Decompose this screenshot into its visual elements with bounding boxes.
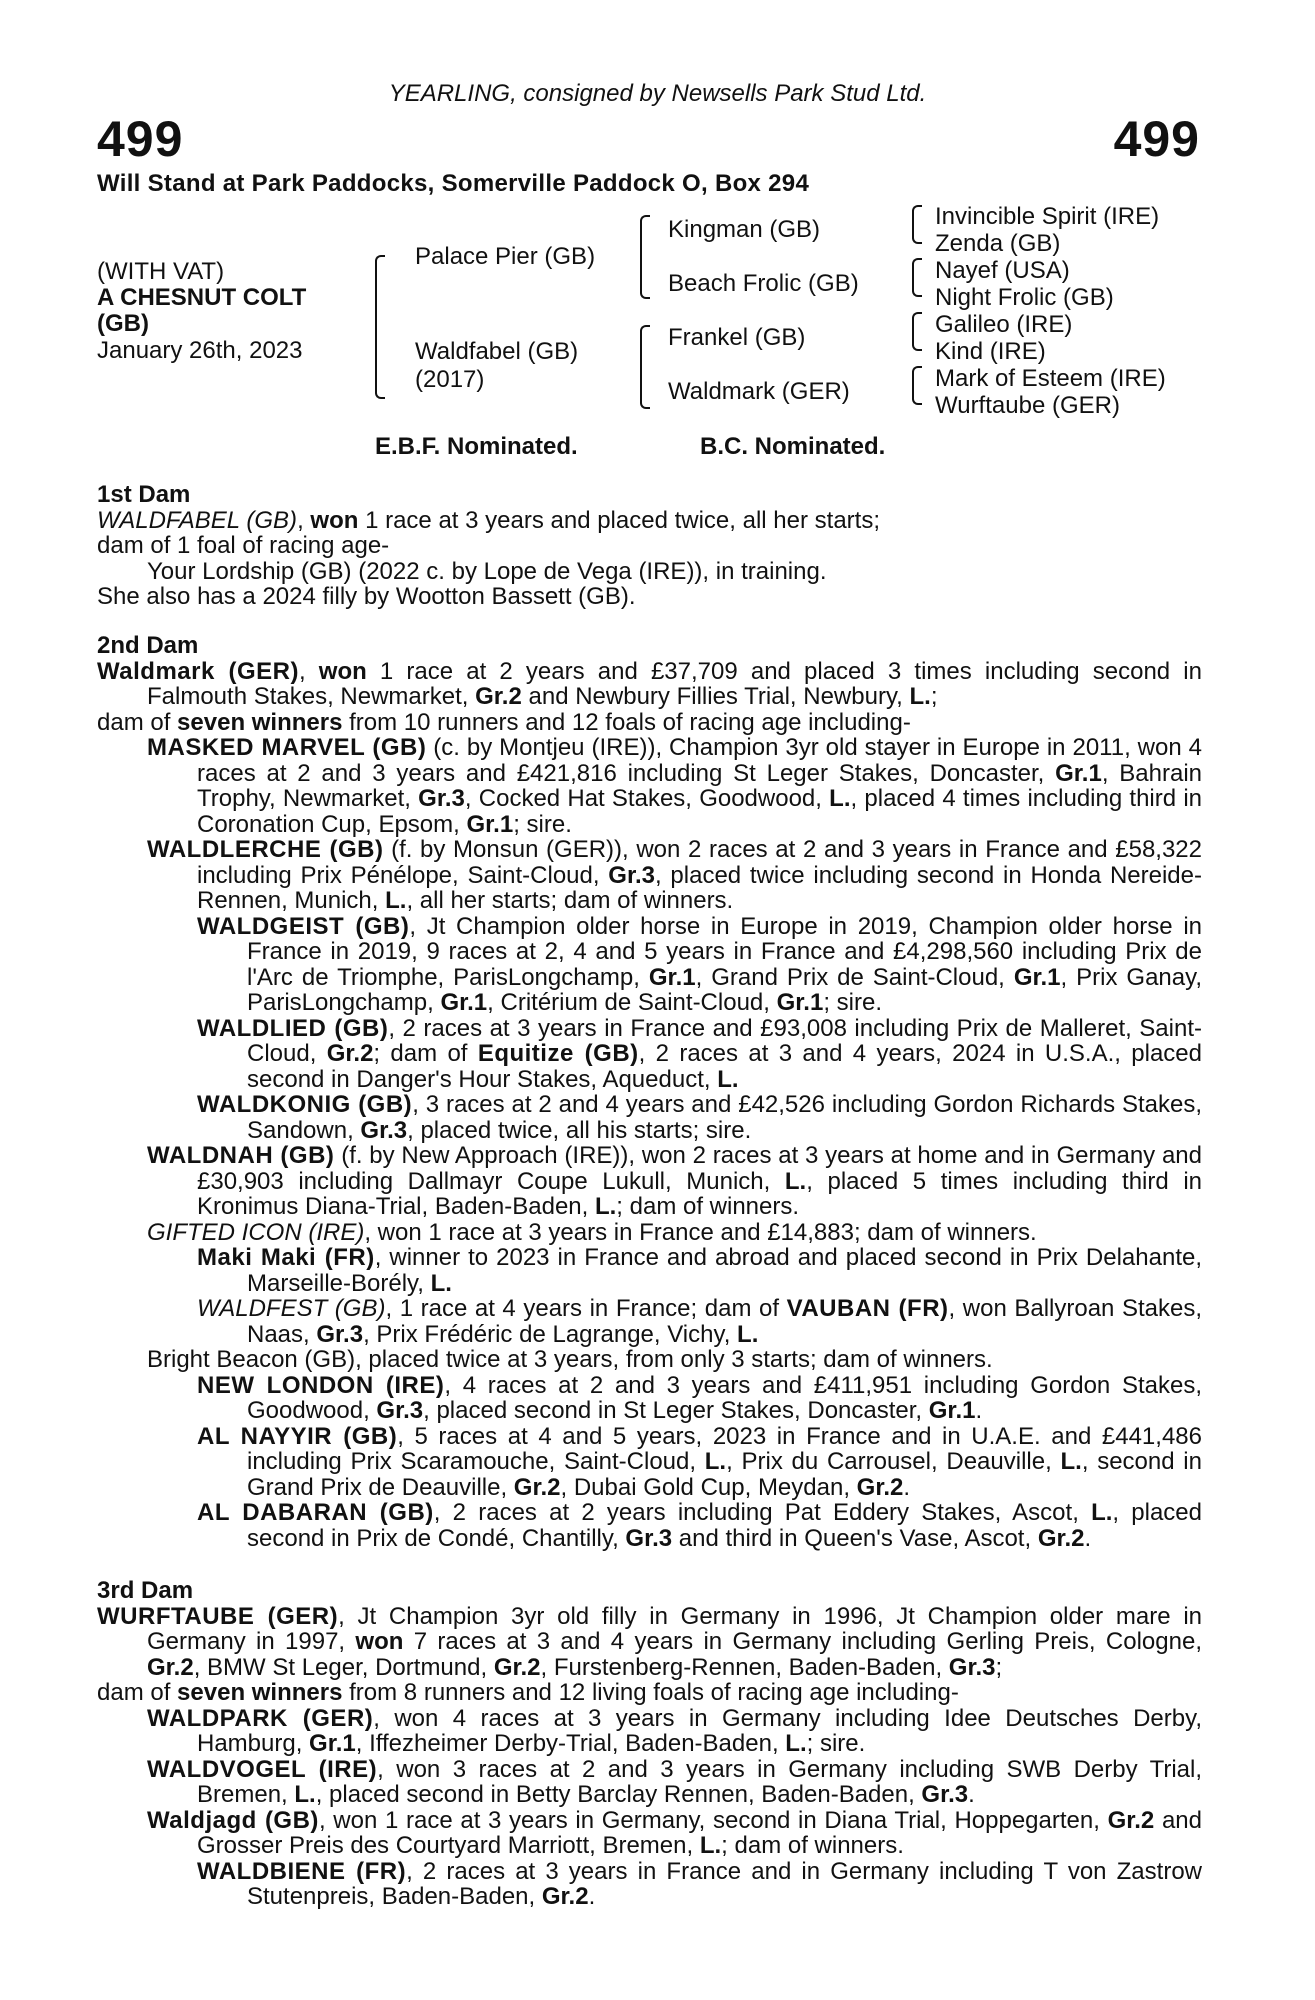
bracket-dd <box>912 366 922 405</box>
stand-location: Will Stand at Park Paddocks, Somerville Paddock O, Box 294 <box>97 170 810 197</box>
sale-line: YEARLING, consigned by Newsells Park Stud Ltd. <box>388 80 927 107</box>
third-dam-produce: dam of seven winners from 8 runners and 12 living foals of racing age including- <box>97 1679 959 1706</box>
sire: Palace Pier (GB) <box>415 243 596 270</box>
third-dam-heading: 3rd Dam <box>97 1577 194 1604</box>
progeny-maki-maki: Maki Maki (FR), winner to 2023 in France and abroad and placed second in Prix Delahante, Marseille-Borély, L. <box>197 1244 1203 1297</box>
progeny-new-london: NEW LONDON (IRE), 4 races at 2 and 3 years and £411,951 including Gordon Stakes, Goodwood, Gr.3, placed second in St Leger Stakes, Doncaster, Gr.1. <box>197 1371 1202 1424</box>
third-dam-section <box>97 1578 1202 1910</box>
dam: Waldfabel (GB) <box>415 338 579 365</box>
bc-nominated: B.C. Nominated. <box>700 433 886 460</box>
second-dam-produce: dam of seven winners from 10 runners and 12 foals of racing age including- <box>97 708 911 736</box>
won-label: won <box>310 506 359 534</box>
ss-dam: Zenda (GB) <box>935 230 1061 257</box>
third-dam-record: WURFTAUBE (GER), Jt Champion 3yr old filly in Germany in 1996, Jt Champion older mare in Germany in 1997, won 7 races at 3 and 4 years in Germany including Gerling Preis, Cologne, Gr.2, BMW St Leger, Dortmund, Gr.2, Furstenberg-Rennen, Baden-Baden, Gr.3; <box>97 1602 1202 1681</box>
bracket-sd <box>912 258 922 297</box>
progeny-waldkonig: WALDKONIG (GB), 3 races at 2 and 4 years and £42,526 including Gordon Richards Stakes, Sandown, Gr.3, placed twice, all his starts; sire. <box>197 1091 1202 1144</box>
sd-dam: Night Frolic (GB) <box>935 284 1114 311</box>
horse-name: A CHESNUT COLT <box>97 284 307 311</box>
dam-dam: Waldmark (GER) <box>668 378 850 405</box>
first-dam-line: WALDFABEL (GB), won 1 race at 3 years and placed twice, all her starts; <box>97 506 880 534</box>
dam-sire: Frankel (GB) <box>668 324 806 351</box>
second-dam-section <box>97 633 1202 1551</box>
dam-year: (2017) <box>415 366 485 393</box>
progeny-waldjagd: Waldjagd (GB), won 1 race at 3 years in Germany, second in Diana Trial, Hoppegarten, Gr.2 and Grosser Preis des Courtyard Marriott, Bremen, L.; dam of winners. <box>147 1806 1202 1859</box>
bracket-ss <box>912 205 922 244</box>
first-dam-produce: dam of 1 foal of racing age- <box>97 532 390 559</box>
first-dam-also: She also has a 2024 filly by Wootton Bassett (GB). <box>97 583 636 610</box>
sd-sire: Nayef (USA) <box>935 257 1070 284</box>
dd-dam: Wurftaube (GER) <box>935 392 1120 419</box>
date-of-birth: January 26th, 2023 <box>97 337 303 364</box>
progeny-waldvogel: WALDVOGEL (IRE), won 3 races at 2 and 3 years in Germany including SWB Derby Trial, Bremen, L., placed second in Betty Barclay Rennen, Baden-Baden, Gr.3. <box>147 1755 1203 1808</box>
second-dam-record: Waldmark (GER), won 1 race at 2 years and £37,709 and placed 3 times including second in Falmouth Stakes, Newmarket, Gr.2 and Newbury Fillies Trial, Newbury, L.; <box>97 657 1202 710</box>
lot-number-left: 499 <box>97 111 184 167</box>
progeny-waldfest: WALDFEST (GB), 1 race at 4 years in France; dam of VAUBAN (FR), won Ballyroan Stakes, Naas, Gr.3, Prix Frédéric de Lagrange, Vichy, L. <box>197 1295 1203 1348</box>
progeny-gifted-icon: GIFTED ICON (IRE), won 1 race at 3 years in France and £14,883; dam of winners. <box>147 1218 1037 1246</box>
ss-sire: Invincible Spirit (IRE) <box>935 203 1160 230</box>
bracket-dam <box>640 325 650 409</box>
bracket-sire <box>640 215 650 299</box>
first-dam-foal: Your Lordship (GB) (2022 c. by Lope de Vega (IRE)), in training. <box>147 557 827 585</box>
first-dam-name: WALDFABEL (GB) <box>97 506 298 534</box>
lot-number-right: 499 <box>1113 111 1200 167</box>
progeny-al-dabaran: AL DABARAN (GB), 2 races at 2 years including Pat Eddery Stakes, Ascot, L., placed second in Prix de Condé, Chantilly, Gr.3 and third in Queen's Vase, Ascot, Gr.2. <box>197 1499 1203 1552</box>
second-dam-name: Waldmark (GER) <box>97 657 299 685</box>
first-dam-section <box>97 482 1202 610</box>
progeny-waldbiene: WALDBIENE (FR), 2 races at 3 years in France and in Germany including T von Zastrow Stutenpreis, Baden-Baden, Gr.2. <box>197 1857 1202 1910</box>
progeny-al-nayyir: AL NAYYIR (GB), 5 races at 4 and 5 years, 2023 in France and in U.A.E. and £441,486 including Prix Scaramouche, Saint-Cloud, L., Prix du Carrousel, Deauville, L., second in Grand Prix de Deauville, Gr.2, Dubai Gold Cup, Meydan, Gr.2. <box>197 1422 1202 1501</box>
progeny-waldnah: WALDNAH (GB) (f. by New Approach (IRE)), won 2 races at 3 years at home and in Germany and £30,903 including Dallmayr Coupe Lukull, Munich, L., placed 5 times including third in Kronimus Diana-Trial, Baden-Baden, L.; dam of winners. <box>147 1142 1203 1220</box>
progeny-waldgeist: WALDGEIST (GB), Jt Champion older horse in Europe in 2019, Champion older horse in France in 2019, 9 races at 2, 4 and 5 years in France and £4,298,560 including Prix de l'Arc de Triomphe, ParisLongchamp, Gr.1, Grand Prix de Saint-Cloud, Gr.1, Prix Ganay, ParisLongchamp, Gr.1, Critérium de Saint-Cloud, Gr.1; sire. <box>197 912 1203 1016</box>
progeny-waldpark: WALDPARK (GER), won 4 races at 3 years in Germany including Idee Deutsches Derby, Hamburg, Gr.1, Iffezheimer Derby-Trial, Baden-Baden, L.; sire. <box>147 1704 1202 1757</box>
vat-note: (WITH VAT) <box>97 258 225 285</box>
sire-sire: Kingman (GB) <box>668 216 821 243</box>
bracket-parents <box>375 255 385 399</box>
progeny-masked-marvel: MASKED MARVEL (GB) (c. by Montjeu (IRE)), Champion 3yr old stayer in Europe in 2011, won 4 races at 2 and 3 years and £421,816 including St Leger Stakes, Doncaster, Gr.1, Bahrain Trophy, Newmarket, Gr.3, Cocked Hat Stakes, Goodwood, L., placed 4 times including third in Coronation Cup, Epsom, Gr.1; sire. <box>147 734 1203 838</box>
first-dam-record: 1 race at 3 years and placed twice, all her starts; <box>358 506 880 534</box>
ds-sire: Galileo (IRE) <box>935 311 1073 338</box>
horse-name-country: (GB) <box>97 310 149 337</box>
won-label: won <box>318 657 367 685</box>
progeny-waldlerche: WALDLERCHE (GB) (f. by Monsun (GER)), won 2 races at 2 and 3 years in France and £58,322 including Prix Pénélope, Saint-Cloud, Gr.3, placed twice including second in Honda Nereide-Rennen, Munich, L., all her starts; dam of winners. <box>147 836 1202 914</box>
progeny-waldlied: WALDLIED (GB), 2 races at 3 years in France and £93,008 including Prix de Malleret, Saint-Cloud, Gr.2; dam of Equitize (GB), 2 races at 3 and 4 years, 2024 in U.S.A., placed second in Danger's Hour Stakes, Aqueduct, L. <box>197 1014 1202 1093</box>
progeny-bright-beacon: Bright Beacon (GB), placed twice at 3 years, from only 3 starts; dam of winners. <box>147 1346 993 1373</box>
dd-sire: Mark of Esteem (IRE) <box>935 365 1166 392</box>
second-dam-heading: 2nd Dam <box>97 632 199 659</box>
bracket-ds <box>912 312 922 351</box>
first-dam-heading: 1st Dam <box>97 481 191 508</box>
ds-dam: Kind (IRE) <box>935 338 1046 365</box>
sire-dam: Beach Frolic (GB) <box>668 270 859 297</box>
ebf-nominated: E.B.F. Nominated. <box>375 433 578 460</box>
